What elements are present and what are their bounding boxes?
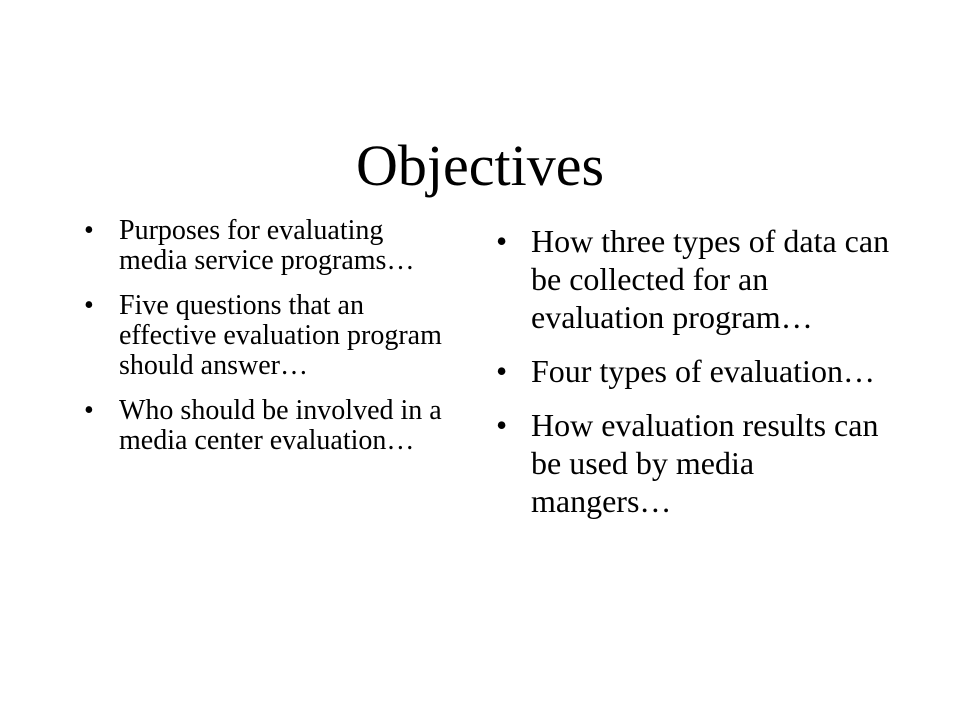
right-bullet-list — [496, 222, 896, 536]
bullet-icon: • — [496, 223, 508, 259]
list-item — [84, 216, 456, 276]
bullet-text: How three types of data can be collected for an evaluation program… — [531, 223, 890, 335]
bullet-text: Purposes for evaluating media service programs… — [119, 215, 415, 276]
bullet-icon: • — [496, 407, 508, 443]
list-item — [84, 396, 456, 456]
bullet-icon: • — [84, 215, 94, 246]
bullet-text: How evaluation results can be used by media mangers… — [531, 407, 879, 519]
list-item — [496, 352, 896, 390]
list-item — [84, 291, 456, 381]
list-item — [496, 406, 896, 520]
bullet-text: Five questions that an effective evaluation program should answer… — [119, 290, 442, 381]
list-item — [496, 222, 896, 336]
bullet-icon: • — [84, 395, 94, 426]
bullet-text: Four types of evaluation… — [531, 353, 875, 389]
bullet-text: Who should be involved in a media center evaluation… — [119, 395, 442, 456]
left-bullet-list — [84, 216, 456, 471]
bullet-icon: • — [84, 290, 94, 321]
slide-title: Objectives — [355, 132, 605, 198]
bullet-icon: • — [496, 353, 508, 389]
